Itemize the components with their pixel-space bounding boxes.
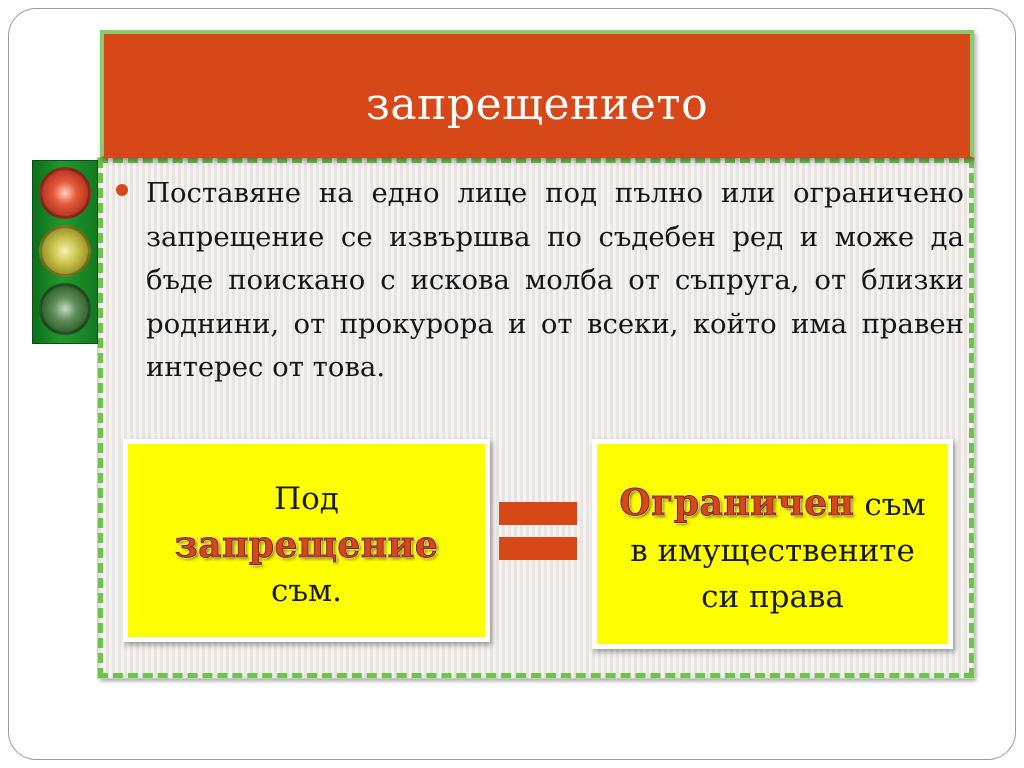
bullet-dot-icon — [116, 184, 128, 196]
left-box-line1: Под — [274, 481, 339, 517]
title-bar — [100, 30, 974, 158]
green-lamp-icon — [39, 283, 91, 335]
left-box-emphasis: запрещение — [174, 524, 439, 566]
traffic-light-icon — [32, 160, 98, 344]
right-box-line3: си права — [701, 579, 844, 615]
right-box-emphasis: Ограничен — [619, 482, 855, 524]
red-lamp-icon — [39, 167, 91, 219]
bullet-text: Поставяне на едно лице под пълно или ограничено запрещение се извършва по съдебен ред и може да бъде поискано с искова молба от съпруга, от близки роднини, от прокурора и от всеки, който има правен интерес от това. — [146, 177, 964, 383]
right-box-line1-rest: съм — [854, 487, 926, 523]
left-box-line3: съм. — [270, 573, 343, 609]
right-box-line2: в имуществените — [630, 533, 915, 569]
bullet-item — [116, 172, 964, 390]
equals-icon-bottom-bar — [499, 537, 577, 560]
yellow-lamp-icon — [39, 225, 91, 277]
left-definition-box — [123, 439, 490, 642]
equals-icon-top-bar — [499, 502, 577, 525]
slide-title: запрещението — [365, 78, 709, 130]
right-definition-box — [592, 439, 953, 649]
right-box-line1 — [597, 480, 948, 528]
